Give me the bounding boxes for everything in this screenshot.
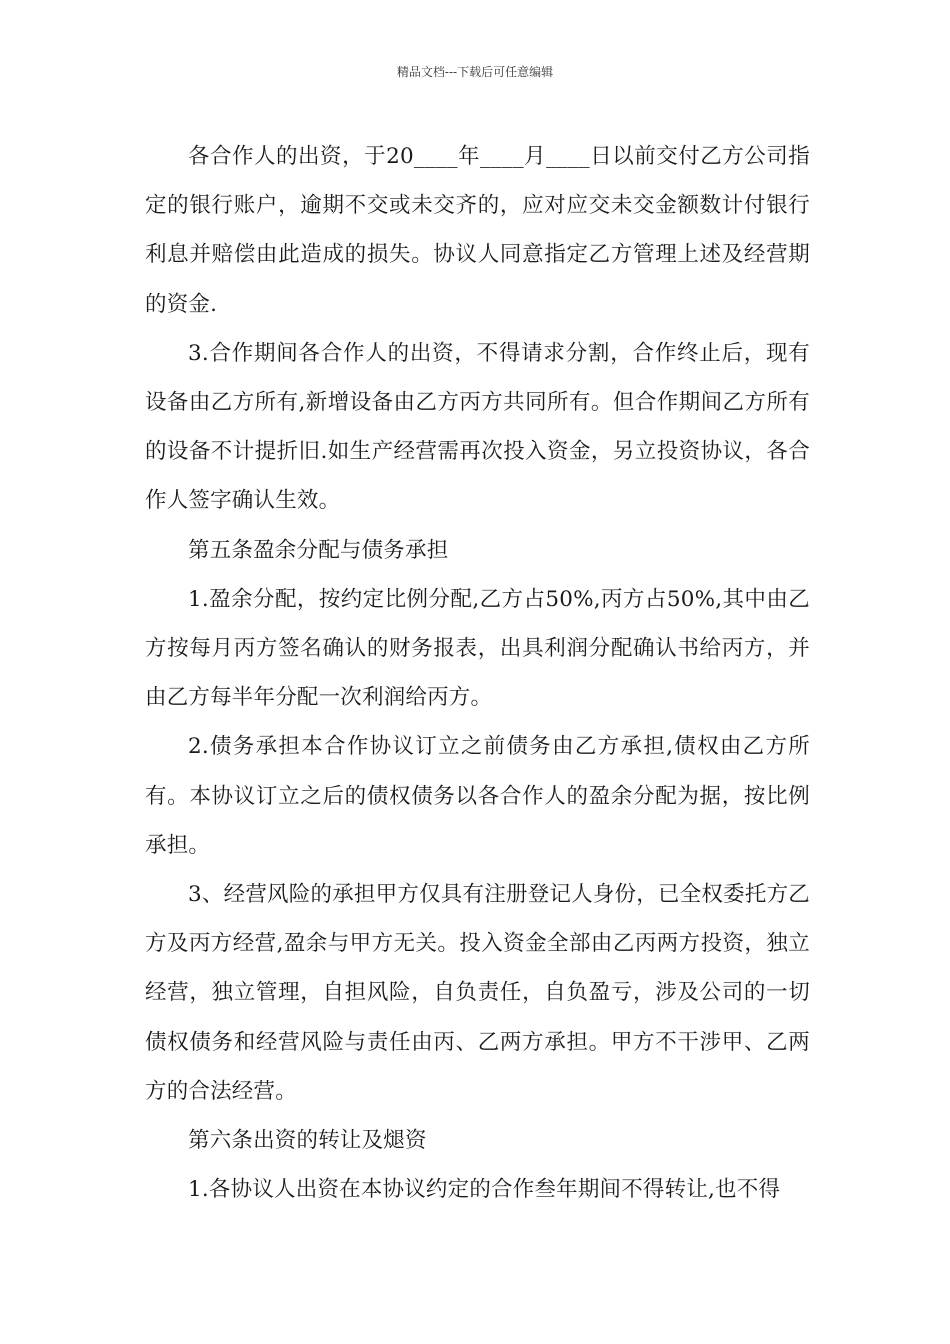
document-body [145, 132, 810, 1214]
paragraph-capital-no-division: 3.合作期间各合作人的出资，不得请求分割，合作终止后，现有设备由乙方所有,新增设备由乙方丙方共同所有。但合作期间乙方所有的设备不计提折旧.如生产经营需再次投入资金，另立投资协议，各合作人签字确认生效。 [145, 340, 810, 514]
paragraph-business-risk: 3、经营风险的承担甲方仅具有注册登记人身份，已全权委托方乙方及丙方经营,盈余与甲方无关。投入资金全部由乙丙两方投资，独立经营，独立管理，自担风险，自负责任，自负盈亏，涉及公司的一切债权债务和经营风险与责任由丙、乙两方承担。甲方不干涉甲、乙两方的合法经营。 [145, 882, 810, 1104]
section-heading-article-6: 第六条出资的转让及煺资 [188, 1128, 427, 1154]
paragraph-capital-payment: 各合作人的出资，于20____年____月____日以前交付乙方公司指定的银行账户，逾期不交或未交齐的，应对应交未交金额数计付银行利息并赔偿由此造成的损失。协议人同意指定乙方管理上述及经营期的资金. [145, 144, 810, 317]
paragraph-debt-assumption: 2.债务承担本合作协议订立之前债务由乙方承担,债权由乙方所有。本协议订立之后的债权债务以各合作人的盈余分配为据，按比例承担。 [145, 734, 810, 858]
paragraph-profit-distribution: 1.盈余分配，按约定比例分配,乙方占50%,丙方占50%,其中由乙方按每月丙方签名确认的财务报表，出具利润分配确认书给丙方，并由乙方每半年分配一次利润给丙方。 [145, 586, 810, 711]
section-heading-article-5: 第五条盈余分配与债务承担 [188, 537, 449, 563]
page-header: 精品文档---下载后可任意编辑 [396, 65, 554, 79]
paragraph-capital-transfer: 1.各协议人出资在本协议约定的合作叁年期间不得转让,也不得 [188, 1177, 781, 1203]
